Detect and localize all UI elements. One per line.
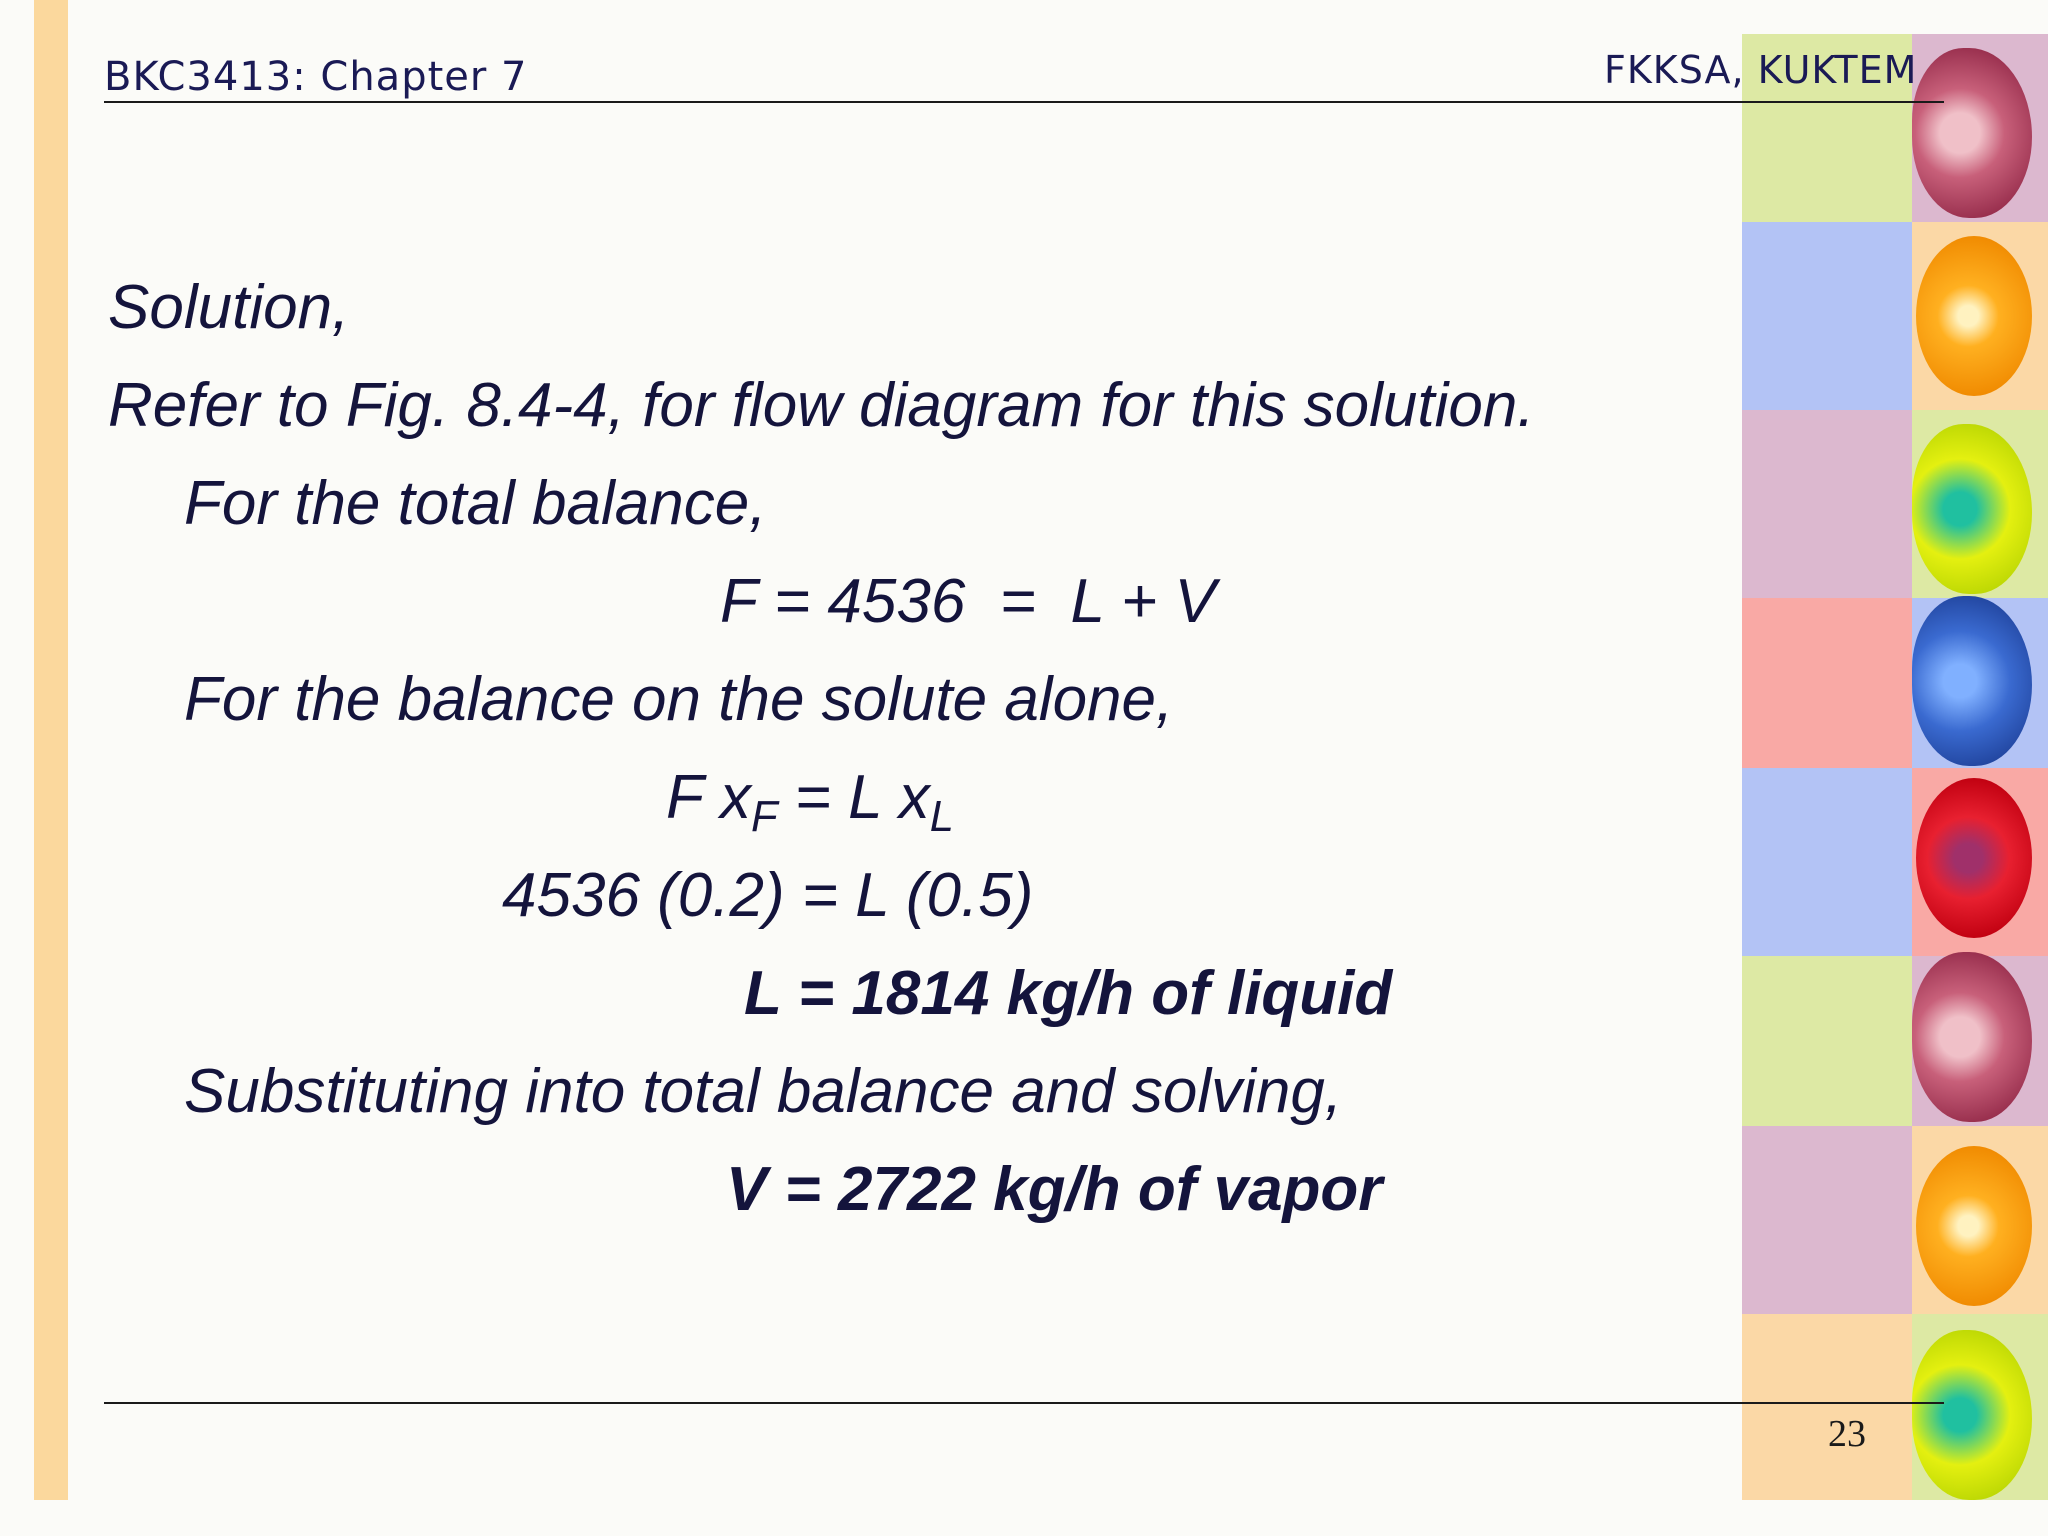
total-balance-label: For the total balance, [184, 469, 767, 538]
liquid-result: L = 1814 kg/h of liquid [744, 959, 1393, 1028]
solute-eq-feed-term: F x [666, 763, 751, 832]
solute-eq-liquid-term: = L x [777, 763, 930, 832]
orange-slice-icon [1916, 236, 2032, 396]
feed-subscript: F [750, 793, 778, 842]
solute-numeric-equation: 4536 (0.2) = L (0.5) [502, 861, 1034, 930]
color-block [1742, 222, 1912, 410]
header-divider [104, 101, 1944, 103]
orange-slice-icon [1916, 1146, 2032, 1306]
vapor-result: V = 2722 kg/h of vapor [726, 1155, 1383, 1224]
color-block [1742, 598, 1912, 768]
footer-divider [104, 1402, 1944, 1404]
orange-slice-icon [1916, 778, 2032, 938]
color-block [1742, 410, 1912, 598]
color-block [1742, 1126, 1912, 1314]
solute-balance-equation [666, 762, 954, 842]
page-number: 23 [1828, 1413, 1866, 1455]
solution-heading: Solution, [108, 273, 350, 342]
refer-line: Refer to Fig. 8.4-4, for flow diagram for this solution. [108, 371, 1535, 440]
color-block [1742, 956, 1912, 1126]
color-block [1742, 768, 1912, 956]
color-block [1742, 1314, 1912, 1500]
substituting-label: Substituting into total balance and solving, [184, 1057, 1343, 1126]
left-accent-stripe [34, 0, 68, 1500]
institution-label: FKKSA, KUKTEM [1604, 48, 1918, 92]
liquid-subscript: L [929, 793, 954, 842]
solute-balance-label: For the balance on the solute alone, [184, 665, 1174, 734]
course-label: BKC3413: Chapter 7 [104, 54, 528, 100]
total-balance-equation: F = 4536 = L + V [720, 567, 1216, 636]
